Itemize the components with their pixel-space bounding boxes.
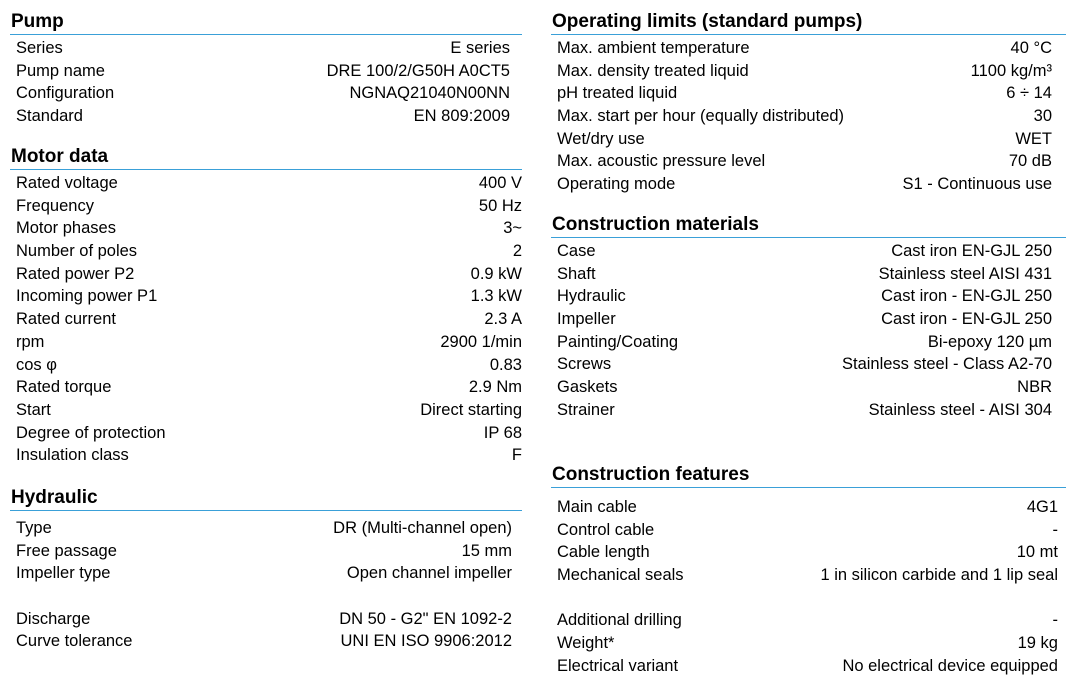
spec-row bbox=[10, 540, 522, 563]
operating-section-title: Operating limits (standard pumps) bbox=[551, 10, 1066, 35]
spec-value: 0.9 kW bbox=[470, 264, 522, 283]
spec-row bbox=[10, 240, 522, 263]
spec-row bbox=[551, 587, 1066, 610]
spec-label: Shaft bbox=[557, 264, 596, 283]
spec-label: Operating mode bbox=[557, 175, 676, 194]
spec-label: Wet/dry use bbox=[557, 129, 645, 148]
spec-value: 4G1 bbox=[1026, 498, 1058, 516]
spec-label: Case bbox=[557, 242, 596, 260]
spec-row bbox=[551, 128, 1066, 151]
spec-row bbox=[551, 263, 1066, 286]
motor-section-title: Motor data bbox=[10, 145, 522, 170]
spec-label: Insulation class bbox=[16, 446, 129, 465]
spec-row bbox=[551, 37, 1066, 60]
spec-row bbox=[551, 240, 1066, 263]
spec-label: Max. acoustic pressure level bbox=[557, 152, 766, 171]
spec-row bbox=[551, 632, 1066, 655]
spec-label: Control cable bbox=[557, 520, 655, 539]
spec-value: Cast iron - EN-GJL 250 bbox=[881, 310, 1052, 329]
spec-row bbox=[551, 609, 1066, 632]
spec-value: 30 bbox=[1033, 107, 1052, 126]
hydraulic-section-title: Hydraulic bbox=[10, 486, 522, 511]
spec-row bbox=[10, 217, 522, 240]
spec-row bbox=[10, 608, 522, 631]
spec-value: Stainless steel - Class A2-70 bbox=[841, 355, 1052, 374]
spec-row bbox=[10, 331, 522, 354]
spec-value: 15 mm bbox=[461, 541, 512, 560]
spec-row bbox=[551, 353, 1066, 376]
spec-value: 50 Hz bbox=[478, 196, 522, 215]
spec-row bbox=[551, 519, 1066, 542]
spec-value: 400 V bbox=[478, 174, 522, 192]
spec-value: IP 68 bbox=[483, 423, 522, 442]
features-section bbox=[551, 463, 1066, 678]
spec-value: WET bbox=[1015, 129, 1052, 148]
operating-section bbox=[551, 10, 1066, 196]
spec-label: Additional drilling bbox=[557, 611, 682, 630]
spec-label: Pump name bbox=[16, 61, 105, 80]
materials-section bbox=[551, 213, 1066, 422]
spec-label: Impeller type bbox=[16, 564, 111, 583]
spec-row bbox=[551, 331, 1066, 354]
pump-section bbox=[10, 10, 522, 128]
spec-row bbox=[10, 422, 522, 445]
spec-row bbox=[551, 496, 1066, 519]
operating-rows bbox=[551, 37, 1066, 196]
spec-label: Discharge bbox=[16, 609, 91, 628]
spec-label: Standard bbox=[16, 107, 83, 126]
features-rows bbox=[551, 496, 1066, 678]
spec-row bbox=[10, 444, 522, 467]
spec-value: E series bbox=[450, 39, 510, 57]
spec-label: Series bbox=[16, 39, 63, 57]
spec-value: 3~ bbox=[503, 219, 522, 238]
spec-row bbox=[10, 517, 522, 540]
spec-label: Hydraulic bbox=[557, 287, 626, 306]
spec-row bbox=[551, 376, 1066, 399]
hydraulic-rows bbox=[10, 517, 522, 653]
spec-value: 6 ÷ 14 bbox=[1006, 84, 1052, 103]
spec-row bbox=[551, 399, 1066, 422]
spec-row bbox=[551, 308, 1066, 331]
spec-value: 2.3 A bbox=[484, 310, 522, 329]
spec-value: 10 mt bbox=[1016, 543, 1058, 562]
spec-label: Painting/Coating bbox=[557, 332, 679, 351]
spec-label: Main cable bbox=[557, 498, 637, 516]
spec-value: DN 50 - G2" EN 1092-2 bbox=[339, 609, 512, 628]
spec-value: EN 809:2009 bbox=[413, 107, 510, 126]
spec-label: Motor phases bbox=[16, 219, 116, 238]
spec-value: Open channel impeller bbox=[346, 564, 512, 583]
spec-value: 1 in silicon carbide and 1 lip seal bbox=[820, 566, 1058, 585]
spec-label: Incoming power P1 bbox=[16, 287, 158, 306]
spec-row bbox=[551, 82, 1066, 105]
spec-label: Curve tolerance bbox=[16, 632, 133, 651]
spec-row bbox=[551, 60, 1066, 83]
spec-value: Direct starting bbox=[420, 400, 522, 419]
spec-value: Cast iron - EN-GJL 250 bbox=[881, 287, 1052, 306]
spec-value: 70 dB bbox=[1008, 152, 1052, 171]
spec-row bbox=[551, 541, 1066, 564]
spec-row bbox=[10, 263, 522, 286]
spec-label: rpm bbox=[16, 332, 45, 351]
spec-label: Impeller bbox=[557, 310, 616, 329]
spec-value: UNI EN ISO 9906:2012 bbox=[340, 632, 512, 651]
spec-label: Rated torque bbox=[16, 378, 112, 397]
spec-label: Type bbox=[16, 519, 52, 537]
spec-value: DR (Multi-channel open) bbox=[333, 519, 512, 537]
materials-rows bbox=[551, 240, 1066, 422]
spec-value: 40 °C bbox=[1010, 39, 1052, 57]
spec-label: Gaskets bbox=[557, 378, 618, 397]
spec-value: - bbox=[1052, 520, 1058, 539]
spec-row bbox=[10, 630, 522, 653]
spec-label: Max. density treated liquid bbox=[557, 61, 749, 80]
spec-row bbox=[10, 562, 522, 585]
spec-label: Frequency bbox=[16, 196, 94, 215]
spec-row bbox=[10, 37, 522, 60]
spec-row bbox=[551, 105, 1066, 128]
spec-row bbox=[10, 105, 522, 128]
spec-value: 0.83 bbox=[489, 355, 522, 374]
spec-value: 2900 1/min bbox=[440, 332, 522, 351]
spec-label: cos φ bbox=[16, 355, 57, 374]
spec-value: Bi-epoxy 120 µm bbox=[927, 332, 1052, 351]
spec-label: pH treated liquid bbox=[557, 84, 678, 103]
spec-row bbox=[551, 285, 1066, 308]
spec-label: Number of poles bbox=[16, 242, 138, 261]
spec-label: Free passage bbox=[16, 541, 117, 560]
spec-value: 1.3 kW bbox=[470, 287, 522, 306]
materials-section-title: Construction materials bbox=[551, 213, 1066, 238]
spec-label: Electrical variant bbox=[557, 656, 679, 675]
spec-row bbox=[10, 376, 522, 399]
spec-label: Max. start per hour (equally distributed) bbox=[557, 107, 845, 126]
spec-row bbox=[10, 354, 522, 377]
spec-row bbox=[10, 82, 522, 105]
features-section-title: Construction features bbox=[551, 463, 1066, 488]
spec-value: No electrical device equipped bbox=[842, 656, 1058, 675]
spec-row bbox=[551, 173, 1066, 196]
pump-section-title: Pump bbox=[10, 10, 522, 35]
spec-label: Rated current bbox=[16, 310, 116, 329]
spec-row bbox=[10, 399, 522, 422]
spec-label: Cable length bbox=[557, 543, 650, 562]
spec-label: Rated voltage bbox=[16, 174, 118, 192]
spec-value: Stainless steel - AISI 304 bbox=[868, 400, 1052, 419]
spec-label: Start bbox=[16, 400, 51, 419]
spec-value: 2 bbox=[512, 242, 522, 261]
spec-value: F bbox=[511, 446, 522, 465]
spec-row bbox=[551, 150, 1066, 173]
spec-label: Weight* bbox=[557, 634, 615, 653]
spec-value: DRE 100/2/G50H A0CT5 bbox=[326, 61, 510, 80]
spec-label: Screws bbox=[557, 355, 612, 374]
hydraulic-section bbox=[10, 486, 522, 653]
spec-value: Cast iron EN-GJL 250 bbox=[891, 242, 1052, 260]
spec-row bbox=[10, 172, 522, 195]
spec-value: 19 kg bbox=[1017, 634, 1058, 653]
spec-row bbox=[551, 655, 1066, 678]
spec-label: Mechanical seals bbox=[557, 566, 684, 585]
spec-value: 1100 kg/m³ bbox=[970, 61, 1052, 80]
spec-value: Stainless steel AISI 431 bbox=[878, 264, 1052, 283]
spec-value: - bbox=[1052, 611, 1058, 630]
spec-value: NBR bbox=[1017, 378, 1052, 397]
spec-label: Strainer bbox=[557, 400, 615, 419]
motor-section bbox=[10, 145, 522, 467]
spec-label: Degree of protection bbox=[16, 423, 166, 442]
spec-row bbox=[10, 308, 522, 331]
pump-rows bbox=[10, 37, 522, 128]
spec-row bbox=[10, 195, 522, 218]
spec-row bbox=[10, 585, 522, 608]
spec-label: Max. ambient temperature bbox=[557, 39, 750, 57]
spec-label: Configuration bbox=[16, 84, 115, 103]
spec-row bbox=[10, 60, 522, 83]
motor-rows bbox=[10, 172, 522, 467]
spec-value: NGNAQ21040N00NN bbox=[349, 84, 510, 103]
spec-row bbox=[10, 285, 522, 308]
spec-row bbox=[551, 564, 1066, 587]
spec-label: Rated power P2 bbox=[16, 264, 135, 283]
spec-value: S1 - Continuous use bbox=[902, 175, 1052, 194]
spec-value: 2.9 Nm bbox=[468, 378, 522, 397]
